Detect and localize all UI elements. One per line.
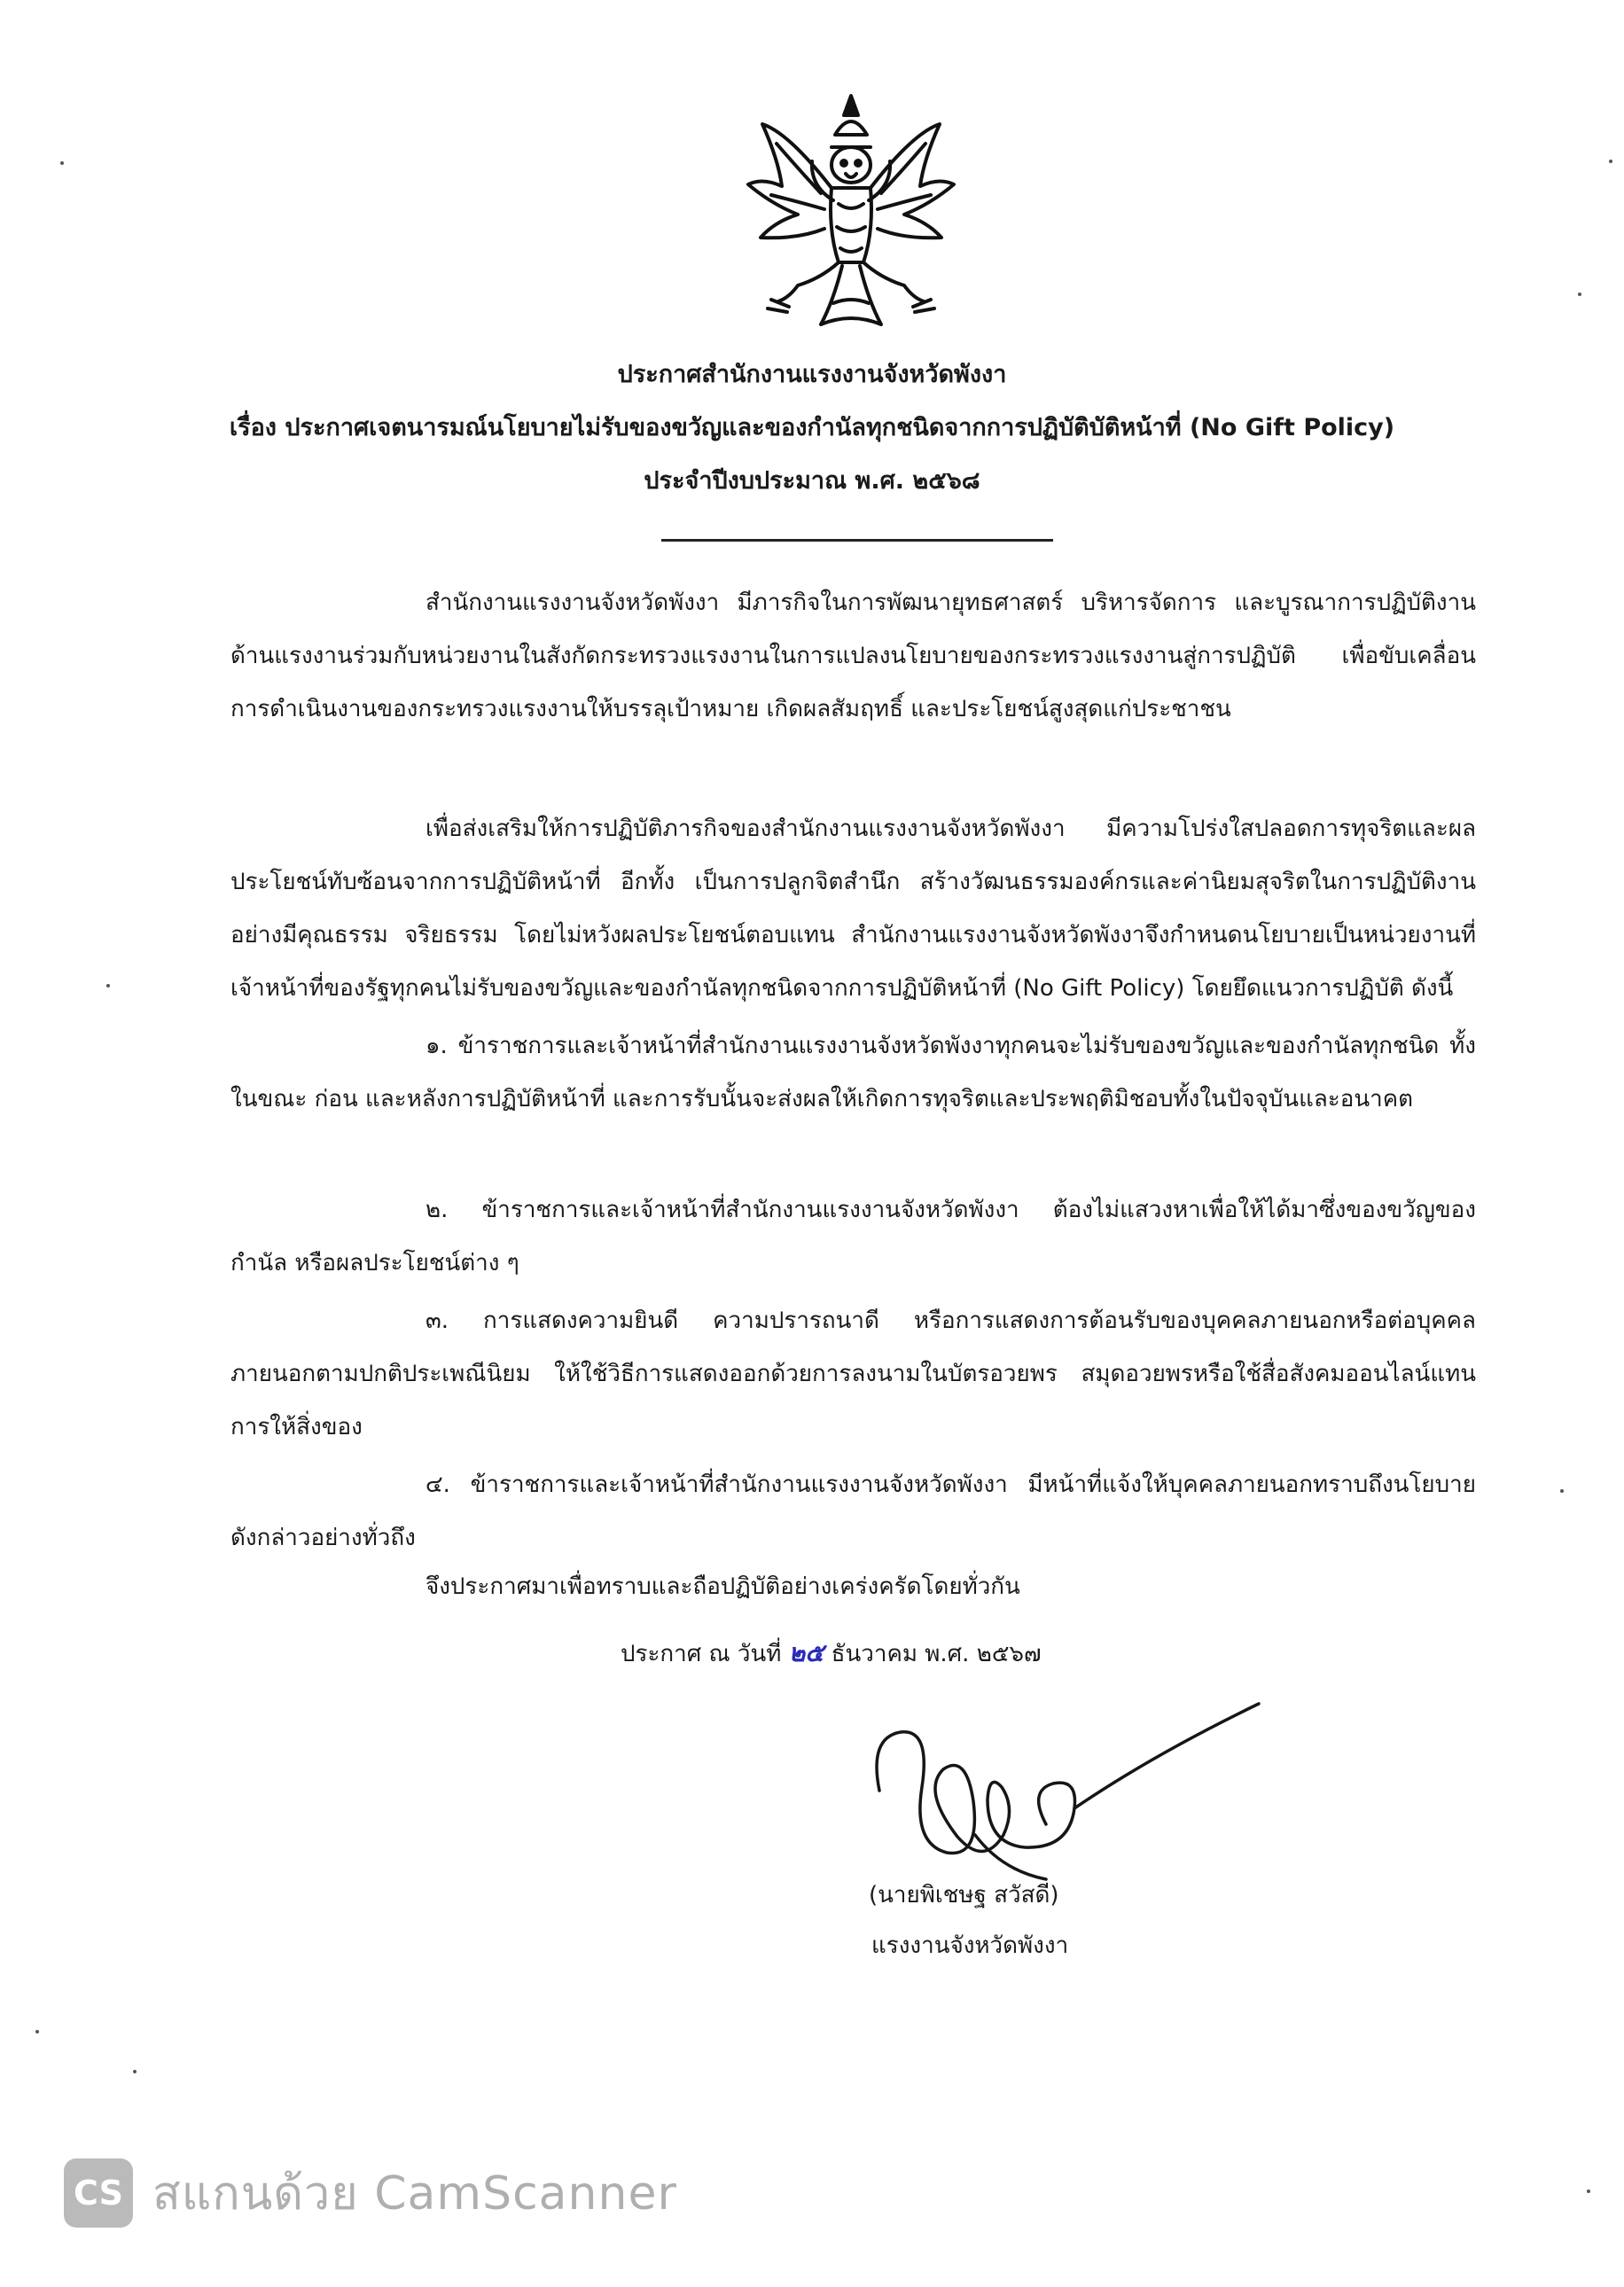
signer-name: (นายพิเชษฐ สวัสดี) [869, 1882, 1059, 1908]
policy-item: ๓. การแสดงความยินดี ความปรารถนาดี หรือการแสดงการต้อนรับของบุคคลภายนอกหรือต่อบุคคลภายนอกตามปกติประเพณีนิยม ให้ใช้วิธีการแสดงออกด้วยการลงนามในบัตรอวยพร สมุดอวยพรหรือใช้สื่อสังคมออนไลน์แทนการให้สิ่งของ [230, 1307, 1476, 1440]
date-suffix: ธันวาคม พ.ศ. ๒๕๖๗ [831, 1641, 1042, 1667]
garuda-emblem-icon [736, 89, 966, 341]
header-divider [661, 539, 1053, 542]
handwritten-day: ๒๕ [788, 1638, 824, 1667]
signer-title: แรงงานจังหวัดพังงา [871, 1932, 1069, 1959]
scan-speck [1560, 1489, 1564, 1493]
announcement-date [621, 1627, 1042, 1681]
scan-speck [35, 2030, 39, 2033]
closing-statement: จึงประกาศมาเพื่อทราบและถือปฏิบัติอย่างเคร่งครัดโดยทั่วกัน [426, 1573, 1020, 1600]
scan-speck [1609, 160, 1612, 163]
policy-item: ๒. ข้าราชการและเจ้าหน้าที่สำนักงานแรงงานจังหวัดพังงา ต้องไม่แสวงหาเพื่อให้ได้มาซึ่งของขวัญของกำนัล หรือผลประโยชน์ต่าง ๆ [230, 1197, 1476, 1276]
fiscal-year: ประจำปีงบประมาณ พ.ศ. ๒๕๖๘ [644, 467, 980, 495]
signature-icon [869, 1702, 1277, 1884]
camscanner-watermark [64, 2156, 677, 2229]
scan-speck [60, 161, 64, 165]
scan-speck [133, 2070, 137, 2073]
scan-speck [106, 984, 110, 987]
policy-item: ๔. ข้าราชการและเจ้าหน้าที่สำนักงานแรงงานจังหวัดพังงา มีหน้าที่แจ้งให้บุคคลภายนอกทราบถึงนโยบายดังกล่าวอย่างทั่วถึง [230, 1471, 1476, 1551]
body-paragraph: เพื่อส่งเสริมให้การปฏิบัติภารกิจของสำนักงานแรงงานจังหวัดพังงา มีความโปร่งใสปลอดการทุจริตและผลประโยชน์ทับซ้อนจากการปฏิบัติหน้าที่ อีกทั้ง เป็นการปลูกจิตสำนึก สร้างวัฒนธรรมองค์กรและค่านิยมสุจริตในการปฏิบัติงานอย่างมีคุณธรรม จริยธรรม โดยไม่หวังผลประโยชน์ตอบแทน สำนักงานแรงงานจังหวัดพังงาจึงกำหนดนโยบายเป็นหน่วยงานที่เจ้าหน้าที่ของรัฐทุกคนไม่รับของขวัญและของกำนัลทุกชนิดจากการปฏิบัติหน้าที่ (No Gift Policy) โดยยึดแนวการปฏิบัติ ดังนี้ [230, 816, 1476, 1002]
camscanner-logo-icon: CS [64, 2158, 133, 2228]
policy-item: ๑. ข้าราชการและเจ้าหน้าที่สำนักงานแรงงานจังหวัดพังงาทุกคนจะไม่รับของขวัญและของกำนัลทุกชนิด ทั้งในขณะ ก่อน และหลังการปฏิบัติหน้าที่ และการรับนั้นจะส่งผลให้เกิดการทุจริตและประพฤติมิชอบทั้งในปัจจุบันและอนาคต [230, 1033, 1476, 1112]
date-prefix: ประกาศ ณ วันที่ [621, 1641, 782, 1667]
announcement-subject: เรื่อง ประกาศเจตนารมณ์นโยบายไม่รับของขวัญและของกำนัลทุกชนิดจากการปฏิบัติบัติหน้าที่ (No Gift Policy) [229, 414, 1395, 441]
announcement-title: ประกาศสำนักงานแรงงานจังหวัดพังงา [617, 361, 1007, 388]
scan-speck [1578, 293, 1581, 296]
body-paragraph: สำนักงานแรงงานจังหวัดพังงา มีภารกิจในการพัฒนายุทธศาสตร์ บริหารจัดการ และบูรณาการปฏิบัติงานด้านแรงงานร่วมกับหน่วยงานในสังกัดกระทรวงแรงงานในการแปลงนโยบายของกระทรวงแรงงานสู่การปฏิบัติ เพื่อขับเคลื่อนการดำเนินงานของกระทรวงแรงงานให้บรรลุเป้าหมาย เกิดผลสัมฤทธิ์ และประโยชน์สูงสุดแก่ประชาชน [230, 589, 1476, 722]
scan-speck [1587, 2189, 1590, 2193]
camscanner-text: สแกนด้วย CamScanner [152, 2167, 677, 2221]
